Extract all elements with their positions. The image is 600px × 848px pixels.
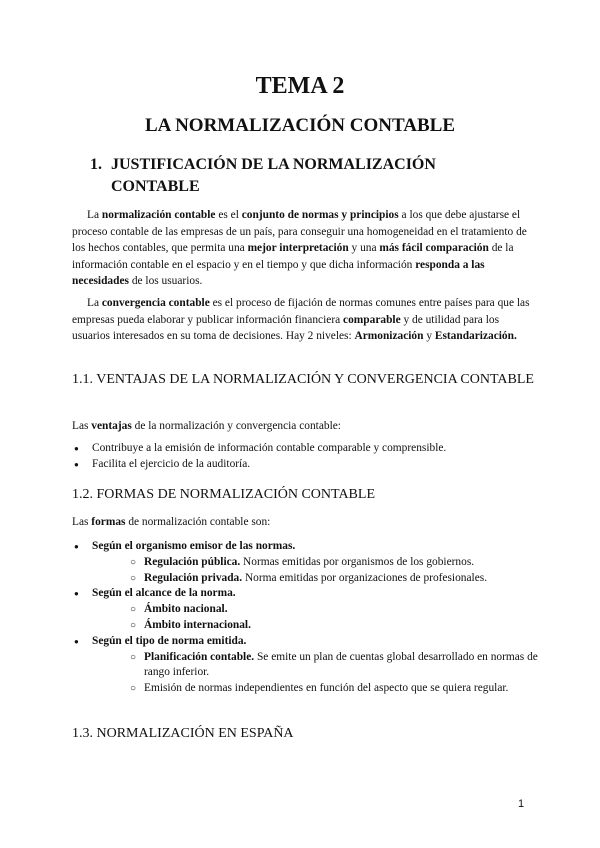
text: Emisión de normas independientes en función del aspecto que se quiera regular. [144,682,509,695]
text: Norma emitidas por organizaciones de profesionales. [242,571,488,584]
bold-term: Armonización [354,330,424,342]
section-1-2-heading: 1.2. FORMAS DE NORMALIZACIÓN CONTABLE [72,487,375,502]
sub-list [92,555,538,587]
text: de la información contable en el espacio y en el tiempo y que dicha información [72,242,514,271]
sub-list-item [92,571,538,587]
group-label: Según el tipo de norma emitida. [92,634,247,647]
bold-term: Regulación privada. [144,571,243,584]
text: de los usuarios. [128,275,203,287]
bold-term: comparable [343,313,401,326]
bold-term: responda a las necesidades [72,258,485,287]
list-item: ● Facilita el ejercicio de la auditoría. [72,457,538,473]
ventajas-intro [72,418,538,435]
bold-term: Ámbito nacional. [144,603,228,616]
list-item: ● Contribuye a la emisión de información contable comparable y comprensible. [72,441,538,457]
text: de normalización contable son: [125,516,271,528]
list-item [72,586,538,633]
bold-term: normalización contable [101,209,216,221]
sub-list-item [92,618,538,634]
ventajas-list [72,441,538,473]
bold-term: formas [91,516,126,528]
group-label: Según el organismo emisor de las normas. [92,540,296,552]
bold-term: convergencia contable [101,297,210,309]
text: y una [348,242,380,254]
section-1-3-heading: 1.3. NORMALIZACIÓN EN ESPAÑA [72,726,294,741]
page-number: 1 [518,798,525,810]
paragraph-convergencia [72,295,538,345]
document-title: TEMA 2 [255,73,345,99]
section-1-title: JUSTIFICACIÓN DE LA NORMALIZACIÓN CONTABLE [111,156,436,195]
text: es el proceso de fijación de normas comunes entre países para que las empresas pueda elaborar y publicar información financiera [72,297,530,326]
text: a los que debe ajustarse el proceso contable de las empresas de un país, para conseguir una homogeneidad en el tratamiento de los hechos contables, que permita una [72,209,527,254]
text: Normas emitidas por organismos de los gobiernos. [240,555,475,568]
text: de la normalización y convergencia contable: [131,420,341,432]
bold-term: conjunto de normas y principios [241,209,399,221]
bold-term: Ámbito internacional. [144,618,251,631]
bold-term: Planificación contable. [144,650,255,663]
bold-term: Regulación pública. [144,555,241,568]
text: y [423,330,435,342]
text: es el [215,209,242,221]
group-label: Según el alcance de la norma. [92,587,236,600]
section-1-1-heading: 1.1. VENTAJAS DE LA NORMALIZACIÓN Y CONVERGENCIA CONTABLE [72,372,534,387]
bold-term: más fácil comparación [379,242,489,254]
formas-intro [72,514,538,531]
sub-list-item [92,555,538,571]
text: La [87,209,102,221]
sub-list [92,602,538,634]
section-1-number: 1. [90,156,102,173]
paragraph-normalizacion [72,207,538,290]
sub-list-item [92,650,538,682]
section-1-heading [92,154,512,198]
bold-term: ventajas [91,420,132,432]
text: La [87,297,102,309]
bold-term: mejor interpretación [247,242,349,254]
text: Las [72,516,92,528]
text: Las [72,420,92,432]
sub-list-item [92,681,538,697]
sub-list [92,650,538,697]
list-item [72,539,538,586]
document-subtitle: LA NORMALIZACIÓN CONTABLE [144,115,456,136]
sub-list-item [92,602,538,618]
bold-term: Estandarización. [434,330,517,342]
text: y de utilidad para los usuarios interesados en su toma de decisiones. Hay 2 niveles: [72,313,500,342]
list-item [72,634,538,697]
formas-list [72,539,538,697]
text: Se emite un plan de cuentas global desarrollado en normas de rango inferior. [144,650,538,679]
